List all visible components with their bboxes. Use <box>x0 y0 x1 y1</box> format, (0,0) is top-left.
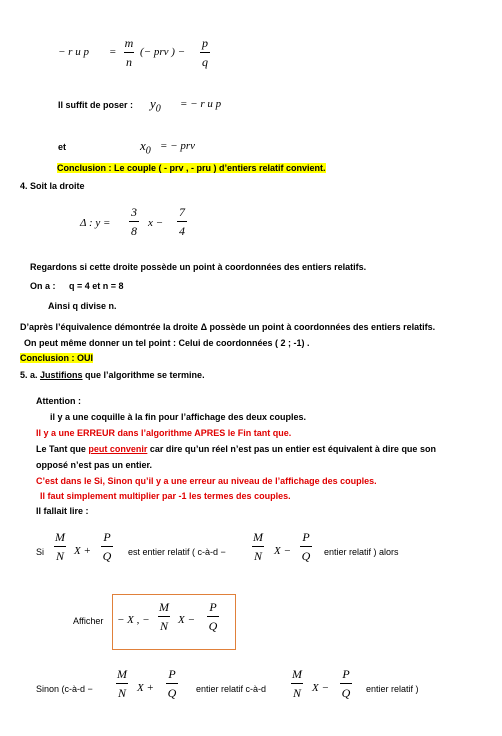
ainsi-text: Ainsi q divise n. <box>48 301 117 311</box>
conclusion-couple: Conclusion : Le couple ( - prv , - pru ) d’entiers relatif convient. <box>57 163 326 173</box>
numerator: m <box>124 36 134 50</box>
si-text2: entier relatif ) alors <box>324 547 399 557</box>
ona-values: q = 4 et n = 8 <box>69 281 124 291</box>
ona-label: On a : <box>30 281 56 291</box>
eq1-fraction-m-n <box>124 36 134 69</box>
et-label: et <box>58 142 67 152</box>
eq1-equals: = <box>109 46 117 58</box>
question-5a: 5. a. Justifions que l’algorithme se termine. <box>20 370 205 380</box>
sidansle-text: C’est dans le Si, Sinon qu’il y a une erreur au niveau de l’affichage des couples. <box>36 476 377 486</box>
afficher-fraction-m-n: M N <box>159 600 169 633</box>
sinon-fraction-p-q: P Q <box>167 667 177 700</box>
x0-variable: $x_0$ <box>140 138 151 157</box>
sinon-x-minus: X − <box>312 682 329 694</box>
sinon-fraction2-p-q: P Q <box>341 667 351 700</box>
droite-x: x − <box>148 217 164 229</box>
droite-fraction-7-4 <box>177 205 187 238</box>
eq1-fraction-p-q <box>200 36 210 69</box>
si-x-minus: X − <box>274 545 291 557</box>
et-rhs: = − prv <box>160 140 196 152</box>
poser-rhs: = − r u p <box>180 98 222 110</box>
si-label: Si <box>36 547 45 557</box>
tantque-text: Le Tant que peut convenir car dire qu’un réel n’est pas un entier est équivalent à dire que son <box>36 444 436 454</box>
denominator: 4 <box>179 224 185 238</box>
si-fraction-p-q: P Q <box>102 530 112 563</box>
numerator: 7 <box>179 205 185 219</box>
poser-label: Il suffit de poser : <box>58 100 134 110</box>
oppose-text: opposé n’est pas un entier. <box>36 460 153 470</box>
erreur-text: Il y a une ERREUR dans l’algorithme APRES le Fin tant que. <box>36 428 292 438</box>
si-fraction-m-n: M N <box>55 530 65 563</box>
fallait-text: Il fallait lire : <box>36 506 89 516</box>
afficher-fraction-p-q: P Q <box>208 600 218 633</box>
droite-fraction-3-8 <box>129 205 139 238</box>
question-4: 4. Soit la droite <box>20 181 85 191</box>
y0-variable: $y_0$ <box>150 96 161 115</box>
numerator: 3 <box>131 205 137 219</box>
sinon-x-plus: X + <box>137 682 154 694</box>
attention-label: Attention : <box>36 396 81 406</box>
afficher-expr1: − X , − <box>117 614 150 626</box>
multiplier-text: Il faut simplement multiplier par -1 les termes des couples. <box>40 491 291 501</box>
sinon-text2: entier relatif ) <box>366 684 419 694</box>
si-text1: est entier relatif ( c-à-d − <box>128 547 226 557</box>
denominator: q <box>202 55 208 69</box>
si-fraction2-m-n: M N <box>253 530 263 563</box>
sinon-fraction-m-n: M N <box>117 667 127 700</box>
afficher-label: Afficher <box>73 616 104 626</box>
coquille-text: il y a une coquille à la fin pour l’affichage des deux couples. <box>50 412 307 422</box>
exemple-text: On peut même donner un tel point : Celui de coordonnées ( 2 ; -1) . <box>24 338 310 348</box>
droite-lhs: Δ : y = <box>80 217 111 229</box>
denominator: n <box>126 55 132 69</box>
sinon-label: Sinon (c-à-d − <box>36 684 93 694</box>
si-fraction2-p-q: P Q <box>301 530 311 563</box>
conclusion-oui: Conclusion : OUI <box>20 353 93 363</box>
equivalence-text: D’après l’équivalence démontrée la droite Δ possède un point à coordonnées des entiers relatifs. <box>20 322 436 332</box>
eq1-lhs: − r u p <box>58 46 89 58</box>
eq1-middle: (− prv ) − <box>140 46 186 58</box>
denominator: 8 <box>131 224 137 238</box>
regardons-text: Regardons si cette droite possède un point à coordonnées des entiers relatifs. <box>30 262 367 272</box>
si-x-plus: X + <box>74 545 91 557</box>
sinon-text1: entier relatif c-à-d <box>196 684 267 694</box>
numerator: p <box>202 36 208 50</box>
afficher-expr2: X − <box>178 614 195 626</box>
sinon-fraction2-m-n: M N <box>292 667 302 700</box>
